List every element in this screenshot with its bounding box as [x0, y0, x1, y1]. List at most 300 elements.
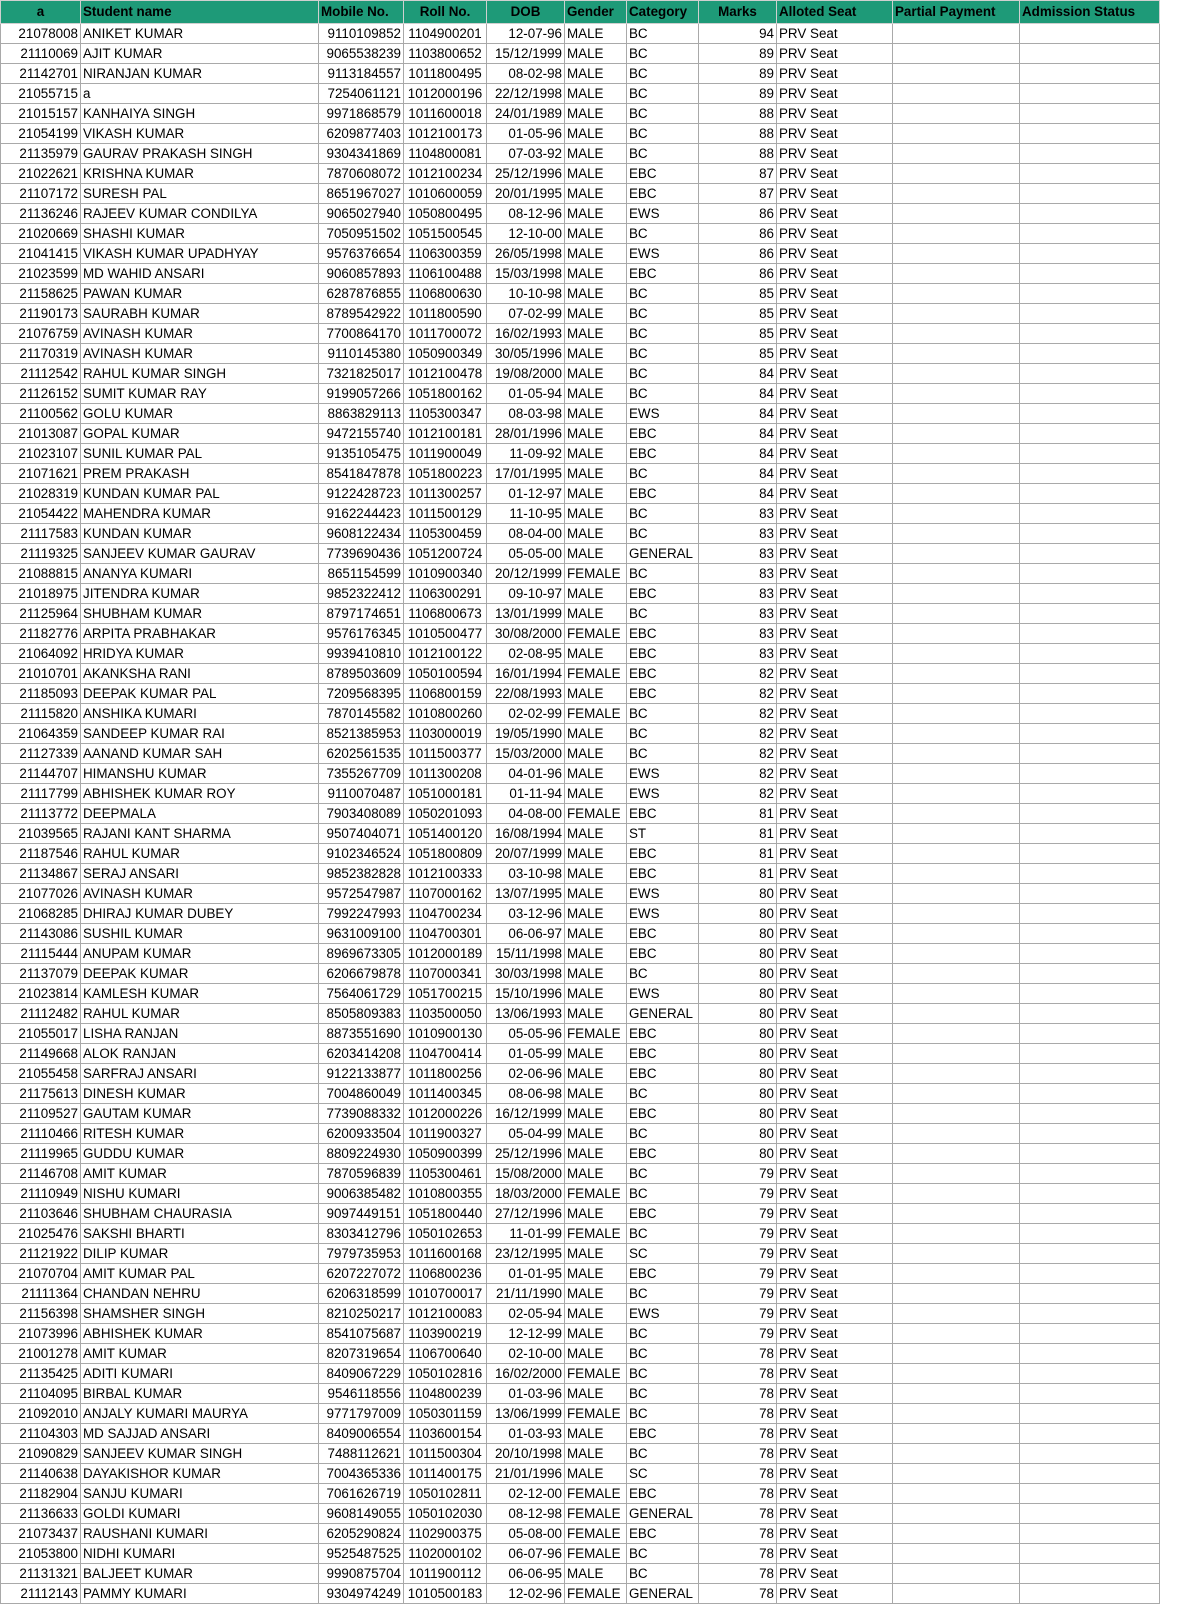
category-cell[interactable]: EWS — [627, 244, 699, 264]
dob-cell[interactable]: 08-02-98 — [487, 64, 565, 84]
category-cell[interactable]: BC — [627, 124, 699, 144]
alloted-seat-cell[interactable]: PRV Seat — [777, 1304, 893, 1324]
dob-cell[interactable]: 06-06-95 — [487, 1564, 565, 1584]
roll-cell[interactable]: 1011900049 — [404, 444, 487, 464]
student-name-cell[interactable]: DHIRAJ KUMAR DUBEY — [81, 904, 319, 924]
dob-cell[interactable]: 08-12-98 — [487, 1504, 565, 1524]
alloted-seat-cell[interactable]: PRV Seat — [777, 524, 893, 544]
category-cell[interactable]: EBC — [627, 1144, 699, 1164]
marks-cell[interactable]: 81 — [699, 844, 777, 864]
dob-cell[interactable]: 08-06-98 — [487, 1084, 565, 1104]
student-name-cell[interactable]: KUNDAN KUMAR — [81, 524, 319, 544]
id-cell[interactable]: 21041415 — [1, 244, 81, 264]
admission-status-cell[interactable] — [1020, 284, 1160, 304]
marks-cell[interactable]: 83 — [699, 584, 777, 604]
roll-cell[interactable]: 1010900130 — [404, 1024, 487, 1044]
student-name-cell[interactable]: AANAND KUMAR SAH — [81, 744, 319, 764]
partial-payment-cell[interactable] — [893, 64, 1020, 84]
alloted-seat-cell[interactable]: PRV Seat — [777, 204, 893, 224]
category-cell[interactable]: BC — [627, 1124, 699, 1144]
id-cell[interactable]: 21121922 — [1, 1244, 81, 1264]
dob-cell[interactable]: 05-04-99 — [487, 1124, 565, 1144]
alloted-seat-cell[interactable]: PRV Seat — [777, 1164, 893, 1184]
partial-payment-cell[interactable] — [893, 664, 1020, 684]
partial-payment-cell[interactable] — [893, 904, 1020, 924]
marks-cell[interactable]: 82 — [699, 764, 777, 784]
marks-cell[interactable]: 80 — [699, 984, 777, 1004]
mobile-cell[interactable]: 7700864170 — [319, 324, 404, 344]
dob-cell[interactable]: 02-05-94 — [487, 1304, 565, 1324]
roll-cell[interactable]: 1010500477 — [404, 624, 487, 644]
admission-status-cell[interactable] — [1020, 844, 1160, 864]
marks-cell[interactable]: 80 — [699, 1044, 777, 1064]
roll-cell[interactable]: 1104700234 — [404, 904, 487, 924]
id-cell[interactable]: 21001278 — [1, 1344, 81, 1364]
marks-cell[interactable]: 88 — [699, 144, 777, 164]
mobile-cell[interactable]: 9060857893 — [319, 264, 404, 284]
alloted-seat-cell[interactable]: PRV Seat — [777, 324, 893, 344]
roll-cell[interactable]: 1012100478 — [404, 364, 487, 384]
roll-cell[interactable]: 1051800809 — [404, 844, 487, 864]
admission-status-cell[interactable] — [1020, 764, 1160, 784]
mobile-cell[interactable]: 7739088332 — [319, 1104, 404, 1124]
id-cell[interactable]: 21134867 — [1, 864, 81, 884]
mobile-cell[interactable]: 9576176345 — [319, 624, 404, 644]
partial-payment-cell[interactable] — [893, 584, 1020, 604]
student-name-cell[interactable]: ARPITA PRABHAKAR — [81, 624, 319, 644]
student-name-cell[interactable]: SAKSHI BHARTI — [81, 1224, 319, 1244]
student-name-cell[interactable]: AVINASH KUMAR — [81, 324, 319, 344]
dob-cell[interactable]: 28/01/1996 — [487, 424, 565, 444]
gender-cell[interactable]: MALE — [565, 844, 627, 864]
partial-payment-cell[interactable] — [893, 604, 1020, 624]
partial-payment-cell[interactable] — [893, 784, 1020, 804]
marks-cell[interactable]: 79 — [699, 1244, 777, 1264]
gender-cell[interactable]: MALE — [565, 1044, 627, 1064]
roll-cell[interactable]: 1011600018 — [404, 104, 487, 124]
category-cell[interactable]: EBC — [627, 1204, 699, 1224]
partial-payment-cell[interactable] — [893, 1364, 1020, 1384]
roll-cell[interactable]: 1106100488 — [404, 264, 487, 284]
id-cell[interactable]: 21055458 — [1, 1064, 81, 1084]
gender-cell[interactable]: MALE — [565, 1244, 627, 1264]
admission-status-cell[interactable] — [1020, 984, 1160, 1004]
alloted-seat-cell[interactable]: PRV Seat — [777, 124, 893, 144]
alloted-seat-cell[interactable]: PRV Seat — [777, 884, 893, 904]
admission-status-cell[interactable] — [1020, 1564, 1160, 1584]
dob-cell[interactable]: 08-04-00 — [487, 524, 565, 544]
partial-payment-cell[interactable] — [893, 844, 1020, 864]
category-cell[interactable]: BC — [627, 704, 699, 724]
dob-cell[interactable]: 27/12/1996 — [487, 1204, 565, 1224]
dob-cell[interactable]: 20/12/1999 — [487, 564, 565, 584]
roll-cell[interactable]: 1011300257 — [404, 484, 487, 504]
roll-cell[interactable]: 1012100333 — [404, 864, 487, 884]
gender-cell[interactable]: MALE — [565, 724, 627, 744]
marks-cell[interactable]: 84 — [699, 444, 777, 464]
admission-status-cell[interactable] — [1020, 1484, 1160, 1504]
gender-cell[interactable]: FEMALE — [565, 1524, 627, 1544]
mobile-cell[interactable]: 9110070487 — [319, 784, 404, 804]
id-cell[interactable]: 21068285 — [1, 904, 81, 924]
mobile-cell[interactable]: 8505809383 — [319, 1004, 404, 1024]
roll-cell[interactable]: 1106300359 — [404, 244, 487, 264]
roll-cell[interactable]: 1103800652 — [404, 44, 487, 64]
partial-payment-cell[interactable] — [893, 364, 1020, 384]
student-name-cell[interactable]: RAHUL KUMAR — [81, 1004, 319, 1024]
gender-cell[interactable]: MALE — [565, 304, 627, 324]
col-header-admission-status[interactable]: Admission Status — [1020, 1, 1160, 24]
alloted-seat-cell[interactable]: PRV Seat — [777, 784, 893, 804]
gender-cell[interactable]: MALE — [565, 1124, 627, 1144]
dob-cell[interactable]: 16/01/1994 — [487, 664, 565, 684]
admission-status-cell[interactable] — [1020, 664, 1160, 684]
marks-cell[interactable]: 81 — [699, 824, 777, 844]
mobile-cell[interactable]: 7004860049 — [319, 1084, 404, 1104]
partial-payment-cell[interactable] — [893, 24, 1020, 44]
dob-cell[interactable]: 13/06/1999 — [487, 1404, 565, 1424]
category-cell[interactable]: BC — [627, 284, 699, 304]
admission-status-cell[interactable] — [1020, 1164, 1160, 1184]
category-cell[interactable]: EBC — [627, 264, 699, 284]
mobile-cell[interactable]: 9199057266 — [319, 384, 404, 404]
mobile-cell[interactable]: 9097449151 — [319, 1204, 404, 1224]
roll-cell[interactable]: 1050800495 — [404, 204, 487, 224]
dob-cell[interactable]: 12-02-96 — [487, 1584, 565, 1604]
category-cell[interactable]: EBC — [627, 1484, 699, 1504]
roll-cell[interactable]: 1106800630 — [404, 284, 487, 304]
student-name-cell[interactable]: DAYAKISHOR KUMAR — [81, 1464, 319, 1484]
roll-cell[interactable]: 1102900375 — [404, 1524, 487, 1544]
marks-cell[interactable]: 82 — [699, 784, 777, 804]
category-cell[interactable]: EBC — [627, 424, 699, 444]
category-cell[interactable]: BC — [627, 224, 699, 244]
dob-cell[interactable]: 18/03/2000 — [487, 1184, 565, 1204]
marks-cell[interactable]: 78 — [699, 1484, 777, 1504]
admission-status-cell[interactable] — [1020, 164, 1160, 184]
admission-status-cell[interactable] — [1020, 624, 1160, 644]
marks-cell[interactable]: 89 — [699, 44, 777, 64]
partial-payment-cell[interactable] — [893, 1024, 1020, 1044]
mobile-cell[interactable]: 9572547987 — [319, 884, 404, 904]
roll-cell[interactable]: 1012000226 — [404, 1104, 487, 1124]
mobile-cell[interactable]: 8409006554 — [319, 1424, 404, 1444]
alloted-seat-cell[interactable]: PRV Seat — [777, 1224, 893, 1244]
roll-cell[interactable]: 1050900349 — [404, 344, 487, 364]
admission-status-cell[interactable] — [1020, 1324, 1160, 1344]
partial-payment-cell[interactable] — [893, 924, 1020, 944]
admission-status-cell[interactable] — [1020, 724, 1160, 744]
roll-cell[interactable]: 1051500545 — [404, 224, 487, 244]
marks-cell[interactable]: 81 — [699, 804, 777, 824]
gender-cell[interactable]: MALE — [565, 1104, 627, 1124]
partial-payment-cell[interactable] — [893, 1044, 1020, 1064]
partial-payment-cell[interactable] — [893, 1084, 1020, 1104]
roll-cell[interactable]: 1103600154 — [404, 1424, 487, 1444]
marks-cell[interactable]: 87 — [699, 164, 777, 184]
admission-status-cell[interactable] — [1020, 1244, 1160, 1264]
marks-cell[interactable]: 84 — [699, 404, 777, 424]
admission-status-cell[interactable] — [1020, 1404, 1160, 1424]
mobile-cell[interactable]: 7254061121 — [319, 84, 404, 104]
category-cell[interactable]: BC — [627, 84, 699, 104]
id-cell[interactable]: 21023599 — [1, 264, 81, 284]
alloted-seat-cell[interactable]: PRV Seat — [777, 84, 893, 104]
mobile-cell[interactable]: 8521385953 — [319, 724, 404, 744]
mobile-cell[interactable]: 9852382828 — [319, 864, 404, 884]
id-cell[interactable]: 21110466 — [1, 1124, 81, 1144]
roll-cell[interactable]: 1051800440 — [404, 1204, 487, 1224]
alloted-seat-cell[interactable]: PRV Seat — [777, 1124, 893, 1144]
id-cell[interactable]: 21077026 — [1, 884, 81, 904]
admission-status-cell[interactable] — [1020, 404, 1160, 424]
gender-cell[interactable]: MALE — [565, 1464, 627, 1484]
roll-cell[interactable]: 1011900327 — [404, 1124, 487, 1144]
dob-cell[interactable]: 20/01/1995 — [487, 184, 565, 204]
id-cell[interactable]: 21018975 — [1, 584, 81, 604]
alloted-seat-cell[interactable]: PRV Seat — [777, 364, 893, 384]
alloted-seat-cell[interactable]: PRV Seat — [777, 1404, 893, 1424]
student-name-cell[interactable]: GAUTAM KUMAR — [81, 1104, 319, 1124]
student-name-cell[interactable]: DINESH KUMAR — [81, 1084, 319, 1104]
alloted-seat-cell[interactable]: PRV Seat — [777, 844, 893, 864]
category-cell[interactable]: BC — [627, 1544, 699, 1564]
alloted-seat-cell[interactable]: PRV Seat — [777, 624, 893, 644]
marks-cell[interactable]: 83 — [699, 544, 777, 564]
alloted-seat-cell[interactable]: PRV Seat — [777, 944, 893, 964]
student-name-cell[interactable]: GOLDI KUMARI — [81, 1504, 319, 1524]
dob-cell[interactable]: 03-12-96 — [487, 904, 565, 924]
student-name-cell[interactable]: DILIP KUMAR — [81, 1244, 319, 1264]
category-cell[interactable]: EBC — [627, 1064, 699, 1084]
roll-cell[interactable]: 1106800236 — [404, 1264, 487, 1284]
alloted-seat-cell[interactable]: PRV Seat — [777, 764, 893, 784]
alloted-seat-cell[interactable]: PRV Seat — [777, 1344, 893, 1364]
mobile-cell[interactable]: 7870596839 — [319, 1164, 404, 1184]
id-cell[interactable]: 21131321 — [1, 1564, 81, 1584]
alloted-seat-cell[interactable]: PRV Seat — [777, 1144, 893, 1164]
mobile-cell[interactable]: 9135105475 — [319, 444, 404, 464]
admission-status-cell[interactable] — [1020, 884, 1160, 904]
dob-cell[interactable]: 01-12-97 — [487, 484, 565, 504]
dob-cell[interactable]: 16/02/1993 — [487, 324, 565, 344]
marks-cell[interactable]: 85 — [699, 284, 777, 304]
admission-status-cell[interactable] — [1020, 704, 1160, 724]
student-name-cell[interactable]: ALOK RANJAN — [81, 1044, 319, 1064]
col-header-roll[interactable]: Roll No. — [404, 1, 487, 24]
mobile-cell[interactable]: 9304974249 — [319, 1584, 404, 1604]
marks-cell[interactable]: 83 — [699, 644, 777, 664]
dob-cell[interactable]: 05-05-96 — [487, 1024, 565, 1044]
admission-status-cell[interactable] — [1020, 1024, 1160, 1044]
mobile-cell[interactable]: 9631009100 — [319, 924, 404, 944]
dob-cell[interactable]: 09-10-97 — [487, 584, 565, 604]
admission-status-cell[interactable] — [1020, 1184, 1160, 1204]
gender-cell[interactable]: MALE — [565, 1424, 627, 1444]
partial-payment-cell[interactable] — [893, 764, 1020, 784]
mobile-cell[interactable]: 7061626719 — [319, 1484, 404, 1504]
dob-cell[interactable]: 12-07-96 — [487, 24, 565, 44]
mobile-cell[interactable]: 6203414208 — [319, 1044, 404, 1064]
marks-cell[interactable]: 81 — [699, 864, 777, 884]
category-cell[interactable]: ST — [627, 824, 699, 844]
student-name-cell[interactable]: MD SAJJAD ANSARI — [81, 1424, 319, 1444]
alloted-seat-cell[interactable]: PRV Seat — [777, 704, 893, 724]
student-name-cell[interactable]: SAURABH KUMAR — [81, 304, 319, 324]
alloted-seat-cell[interactable]: PRV Seat — [777, 744, 893, 764]
partial-payment-cell[interactable] — [893, 524, 1020, 544]
roll-cell[interactable]: 1012100234 — [404, 164, 487, 184]
id-cell[interactable]: 21119325 — [1, 544, 81, 564]
admission-status-cell[interactable] — [1020, 564, 1160, 584]
col-header-student-name[interactable]: Student name — [81, 1, 319, 24]
id-cell[interactable]: 21140638 — [1, 1464, 81, 1484]
alloted-seat-cell[interactable]: PRV Seat — [777, 1264, 893, 1284]
category-cell[interactable]: EWS — [627, 1304, 699, 1324]
partial-payment-cell[interactable] — [893, 1384, 1020, 1404]
gender-cell[interactable]: FEMALE — [565, 1364, 627, 1384]
dob-cell[interactable]: 21/11/1990 — [487, 1284, 565, 1304]
marks-cell[interactable]: 79 — [699, 1204, 777, 1224]
partial-payment-cell[interactable] — [893, 444, 1020, 464]
mobile-cell[interactable]: 9162244423 — [319, 504, 404, 524]
gender-cell[interactable]: MALE — [565, 44, 627, 64]
gender-cell[interactable]: FEMALE — [565, 664, 627, 684]
id-cell[interactable]: 21137079 — [1, 964, 81, 984]
student-name-cell[interactable]: AMIT KUMAR — [81, 1164, 319, 1184]
dob-cell[interactable]: 12-10-00 — [487, 224, 565, 244]
student-name-cell[interactable]: CHANDAN NEHRU — [81, 1284, 319, 1304]
marks-cell[interactable]: 79 — [699, 1184, 777, 1204]
student-name-cell[interactable]: ANJALY KUMARI MAURYA — [81, 1404, 319, 1424]
category-cell[interactable]: BC — [627, 344, 699, 364]
dob-cell[interactable]: 26/05/1998 — [487, 244, 565, 264]
mobile-cell[interactable]: 7004365336 — [319, 1464, 404, 1484]
admission-status-cell[interactable] — [1020, 964, 1160, 984]
category-cell[interactable]: EBC — [627, 844, 699, 864]
category-cell[interactable]: GENERAL — [627, 1584, 699, 1604]
student-name-cell[interactable]: HIMANSHU KUMAR — [81, 764, 319, 784]
dob-cell[interactable]: 24/01/1989 — [487, 104, 565, 124]
admission-status-cell[interactable] — [1020, 1344, 1160, 1364]
partial-payment-cell[interactable] — [893, 384, 1020, 404]
category-cell[interactable]: BC — [627, 504, 699, 524]
gender-cell[interactable]: MALE — [565, 644, 627, 664]
col-header-mobile[interactable]: Mobile No. — [319, 1, 404, 24]
mobile-cell[interactable]: 8797174651 — [319, 604, 404, 624]
student-name-cell[interactable]: RAJEEV KUMAR CONDILYA — [81, 204, 319, 224]
student-name-cell[interactable]: PAWAN KUMAR — [81, 284, 319, 304]
dob-cell[interactable]: 30/05/1996 — [487, 344, 565, 364]
id-cell[interactable]: 21015157 — [1, 104, 81, 124]
dob-cell[interactable]: 01-03-96 — [487, 1384, 565, 1404]
alloted-seat-cell[interactable]: PRV Seat — [777, 1584, 893, 1604]
alloted-seat-cell[interactable]: PRV Seat — [777, 1044, 893, 1064]
roll-cell[interactable]: 1105300461 — [404, 1164, 487, 1184]
id-cell[interactable]: 21104095 — [1, 1384, 81, 1404]
category-cell[interactable]: BC — [627, 524, 699, 544]
admission-status-cell[interactable] — [1020, 1424, 1160, 1444]
id-cell[interactable]: 21146708 — [1, 1164, 81, 1184]
partial-payment-cell[interactable] — [893, 544, 1020, 564]
student-name-cell[interactable]: AKANKSHA RANI — [81, 664, 319, 684]
marks-cell[interactable]: 82 — [699, 744, 777, 764]
mobile-cell[interactable]: 9065538239 — [319, 44, 404, 64]
marks-cell[interactable]: 79 — [699, 1284, 777, 1304]
partial-payment-cell[interactable] — [893, 704, 1020, 724]
mobile-cell[interactable]: 6207227072 — [319, 1264, 404, 1284]
partial-payment-cell[interactable] — [893, 324, 1020, 344]
dob-cell[interactable]: 11-10-95 — [487, 504, 565, 524]
admission-status-cell[interactable] — [1020, 264, 1160, 284]
partial-payment-cell[interactable] — [893, 1224, 1020, 1244]
id-cell[interactable]: 21110949 — [1, 1184, 81, 1204]
category-cell[interactable]: BC — [627, 104, 699, 124]
gender-cell[interactable]: MALE — [565, 24, 627, 44]
dob-cell[interactable]: 02-10-00 — [487, 1344, 565, 1364]
student-name-cell[interactable]: PAMMY KUMARI — [81, 1584, 319, 1604]
mobile-cell[interactable]: 7488112621 — [319, 1444, 404, 1464]
roll-cell[interactable]: 1011400345 — [404, 1084, 487, 1104]
mobile-cell[interactable]: 7979735953 — [319, 1244, 404, 1264]
alloted-seat-cell[interactable]: PRV Seat — [777, 384, 893, 404]
col-header-alloted-seat[interactable]: Alloted Seat — [777, 1, 893, 24]
mobile-cell[interactable]: 8789542922 — [319, 304, 404, 324]
category-cell[interactable]: GENERAL — [627, 1004, 699, 1024]
student-name-cell[interactable]: DEEPAK KUMAR — [81, 964, 319, 984]
roll-cell[interactable]: 1107000162 — [404, 884, 487, 904]
gender-cell[interactable]: MALE — [565, 64, 627, 84]
gender-cell[interactable]: MALE — [565, 204, 627, 224]
category-cell[interactable]: BC — [627, 1324, 699, 1344]
roll-cell[interactable]: 1010600059 — [404, 184, 487, 204]
roll-cell[interactable]: 1051200724 — [404, 544, 487, 564]
marks-cell[interactable]: 83 — [699, 604, 777, 624]
partial-payment-cell[interactable] — [893, 264, 1020, 284]
dob-cell[interactable]: 08-12-96 — [487, 204, 565, 224]
alloted-seat-cell[interactable]: PRV Seat — [777, 1464, 893, 1484]
admission-status-cell[interactable] — [1020, 1544, 1160, 1564]
id-cell[interactable]: 21117799 — [1, 784, 81, 804]
student-name-cell[interactable]: RAHUL KUMAR — [81, 844, 319, 864]
id-cell[interactable]: 21055017 — [1, 1024, 81, 1044]
gender-cell[interactable]: MALE — [565, 884, 627, 904]
roll-cell[interactable]: 1050301159 — [404, 1404, 487, 1424]
gender-cell[interactable]: MALE — [565, 404, 627, 424]
partial-payment-cell[interactable] — [893, 1244, 1020, 1264]
dob-cell[interactable]: 05-05-00 — [487, 544, 565, 564]
dob-cell[interactable]: 19/08/2000 — [487, 364, 565, 384]
partial-payment-cell[interactable] — [893, 1144, 1020, 1164]
category-cell[interactable]: GENERAL — [627, 1504, 699, 1524]
roll-cell[interactable]: 1051800162 — [404, 384, 487, 404]
student-name-cell[interactable]: SHUBHAM CHAURASIA — [81, 1204, 319, 1224]
alloted-seat-cell[interactable]: PRV Seat — [777, 644, 893, 664]
student-name-cell[interactable]: RAJANI KANT SHARMA — [81, 824, 319, 844]
student-name-cell[interactable]: ANSHIKA KUMARI — [81, 704, 319, 724]
student-name-cell[interactable]: KUNDAN KUMAR PAL — [81, 484, 319, 504]
mobile-cell[interactable]: 6206679878 — [319, 964, 404, 984]
gender-cell[interactable]: MALE — [565, 1164, 627, 1184]
gender-cell[interactable]: FEMALE — [565, 804, 627, 824]
mobile-cell[interactable]: 9110145380 — [319, 344, 404, 364]
marks-cell[interactable]: 78 — [699, 1404, 777, 1424]
student-name-cell[interactable]: MAHENDRA KUMAR — [81, 504, 319, 524]
partial-payment-cell[interactable] — [893, 44, 1020, 64]
dob-cell[interactable]: 08-03-98 — [487, 404, 565, 424]
roll-cell[interactable]: 1104700301 — [404, 924, 487, 944]
gender-cell[interactable]: MALE — [565, 1064, 627, 1084]
